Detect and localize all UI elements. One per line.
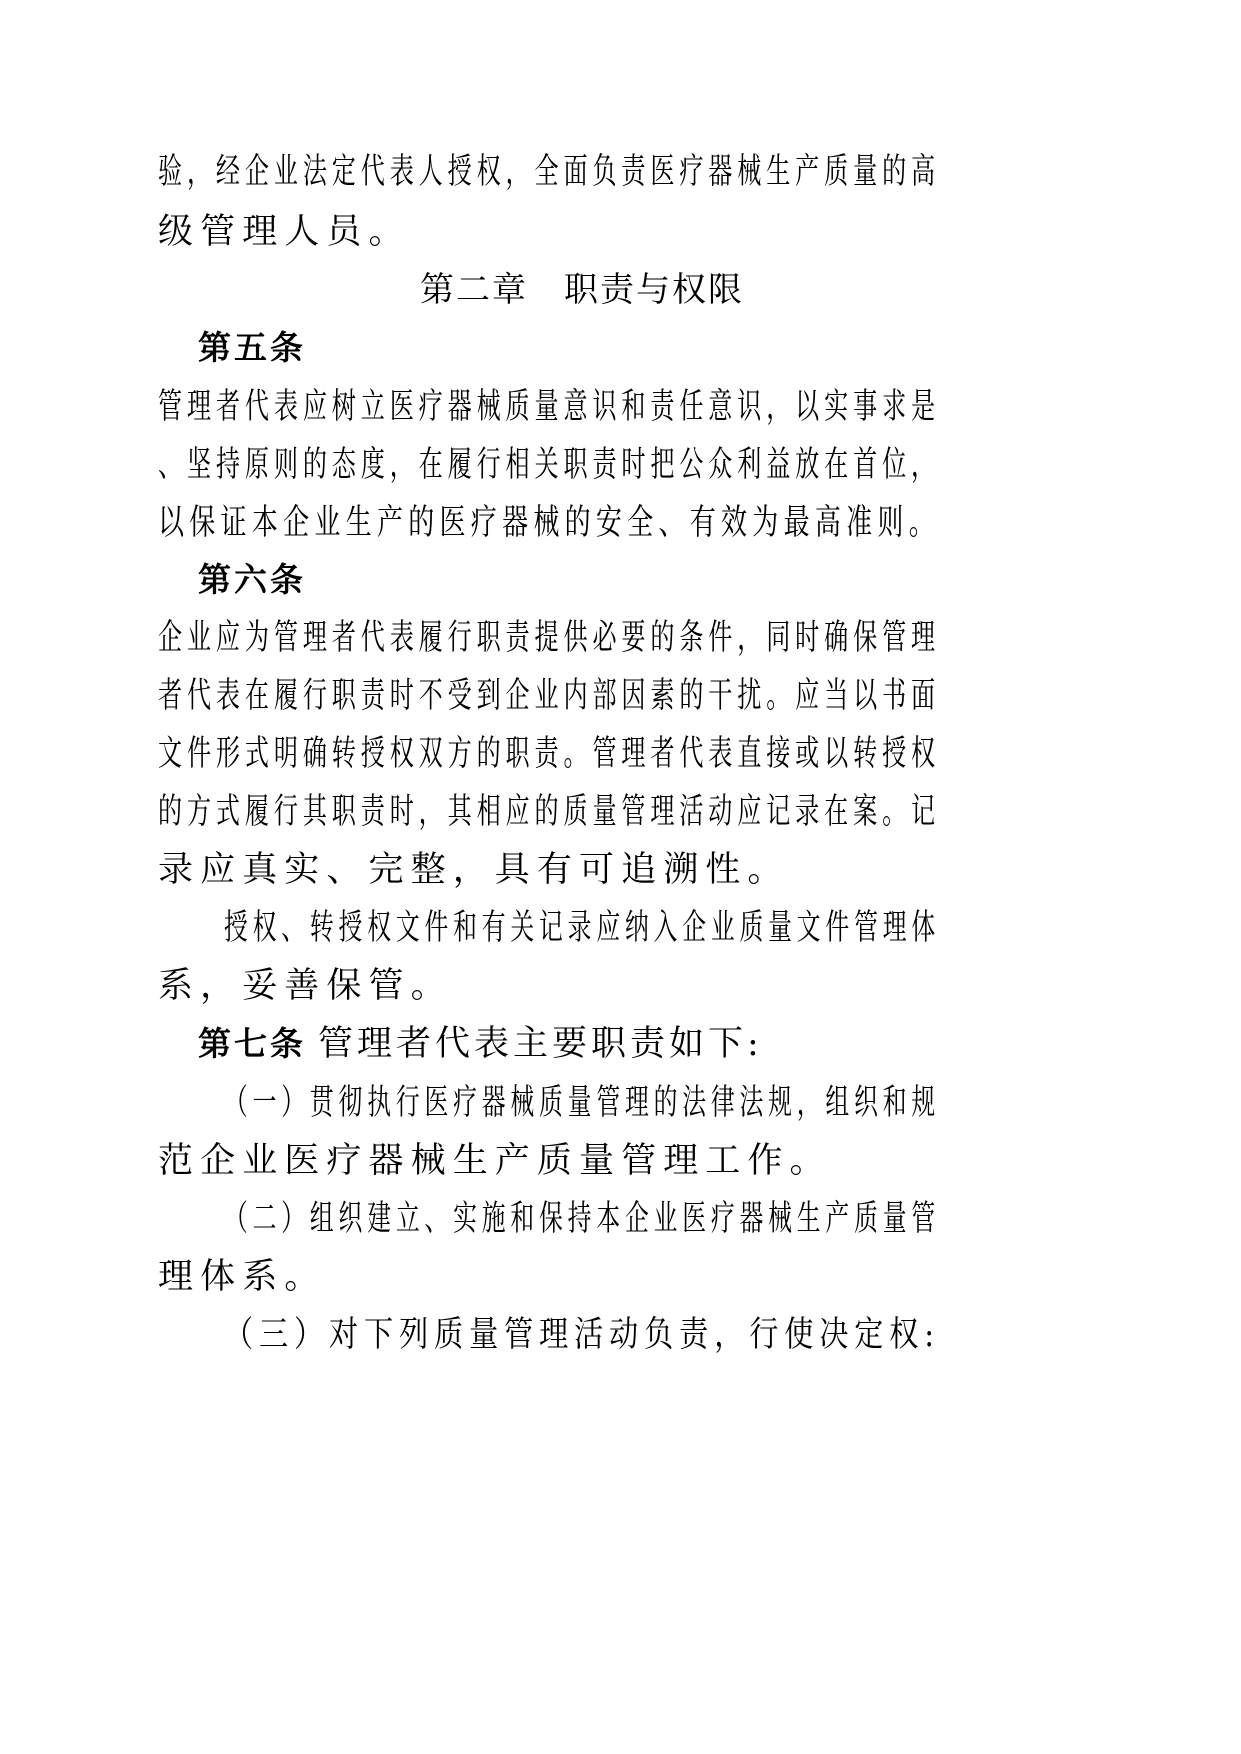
paragraph-line: 系，妥善保管。 [158,966,453,1006]
article-7-intro: 管理者代表主要职责如下: [318,1024,763,1064]
article-7-heading [0,1022,1241,1066]
paragraph-line: 、坚持原则的态度，在履行相关职责时把公众利益放在首位， [158,445,940,485]
paragraph-line: 录应真实、完整，具有可追溯性。 [158,850,790,890]
list-item-line: 范企业医疗器械生产质量管理工作。 [158,1141,832,1181]
list-item-line: （一）贯彻执行医疗器械质量管理的法律法规，组织和规 [224,1083,940,1123]
list-item-line: 理体系。 [158,1257,327,1297]
paragraph-line: 验，经企业法定代表人授权，全面负责医疗器械生产质量的高 [158,152,940,192]
article-6-title: 第六条 [198,560,306,599]
chapter-heading: 第二章 职责与权限 [420,270,744,310]
list-item-line: （二）组织建立、实施和保持本企业医疗器械生产质量管 [224,1199,940,1239]
paragraph-line: 的方式履行其职责时，其相应的质量管理活动应记录在案。记 [158,792,940,832]
paragraph-line: 管理者代表应树立医疗器械质量意识和责任意识，以实事求是 [158,387,940,427]
paragraph-line: 企业应为管理者代表履行职责提供必要的条件，同时确保管理 [158,618,940,658]
article-7-title: 第七条 [198,1024,306,1063]
paragraph-line: 以保证本企业生产的医疗器械的安全、有效为最高准则。 [158,503,940,543]
paragraph-line: 文件形式明确转授权双方的职责。管理者代表直接或以转授权 [158,734,940,774]
list-item-line: （三）对下列质量管理活动负责，行使决定权: [224,1315,940,1355]
article-5-title: 第五条 [198,328,306,367]
paragraph-line: 级管理人员。 [158,212,411,252]
paragraph-line: 授权、转授权文件和有关记录应纳入企业质量文件管理体 [224,908,940,948]
paragraph-line: 者代表在履行职责时不受到企业内部因素的干扰。应当以书面 [158,676,940,716]
